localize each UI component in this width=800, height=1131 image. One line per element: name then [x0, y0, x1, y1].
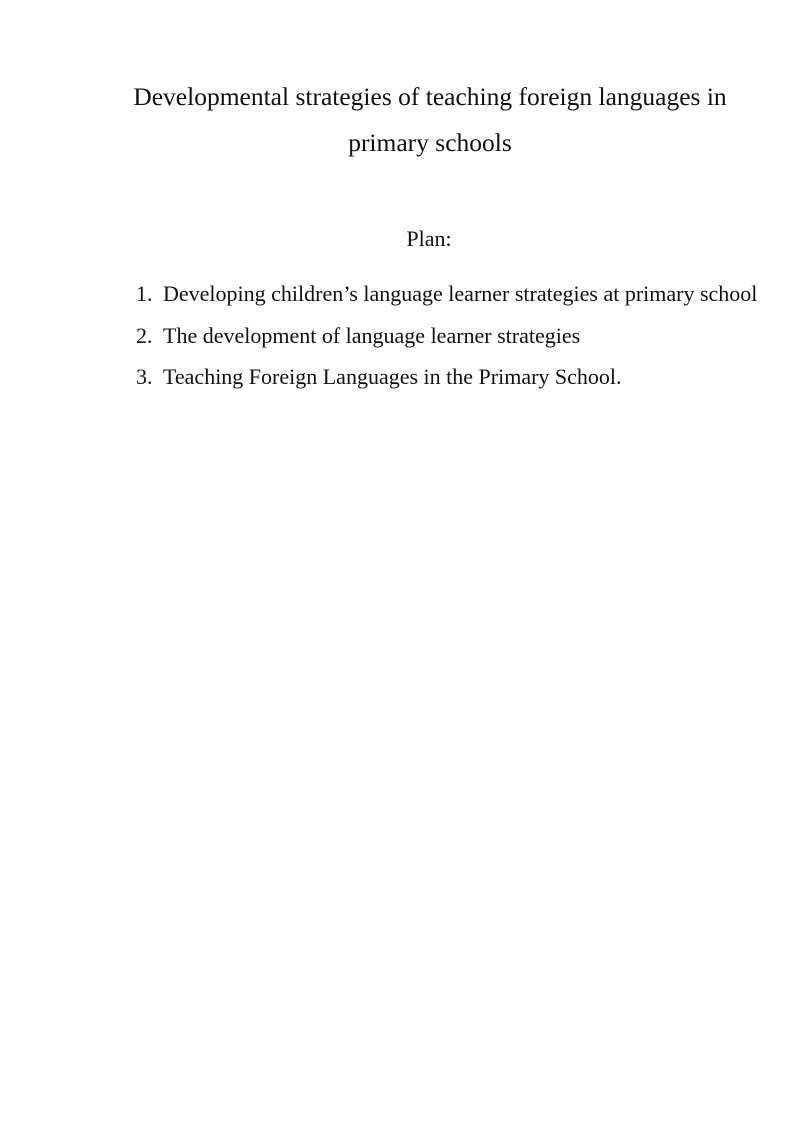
document-title: Developmental strategies of teaching foreign languages in primary schools	[133, 82, 727, 157]
plan-item-3	[136, 356, 766, 398]
plan-item-number: 2.	[136, 322, 153, 348]
plan-item-text: Developing children’s language learner strategies at primary school	[163, 281, 758, 306]
plan-heading: Plan:	[406, 226, 452, 251]
plan-item-text: The development of language learner strategies	[163, 322, 581, 348]
plan-item-number: 3.	[136, 364, 153, 389]
plan-item-text: Teaching Foreign Languages in the Primary School.	[163, 364, 622, 389]
plan-item-1	[136, 273, 766, 315]
plan-item-2	[136, 315, 766, 357]
plan-item-number: 1.	[136, 281, 153, 306]
plan-list	[136, 273, 766, 398]
